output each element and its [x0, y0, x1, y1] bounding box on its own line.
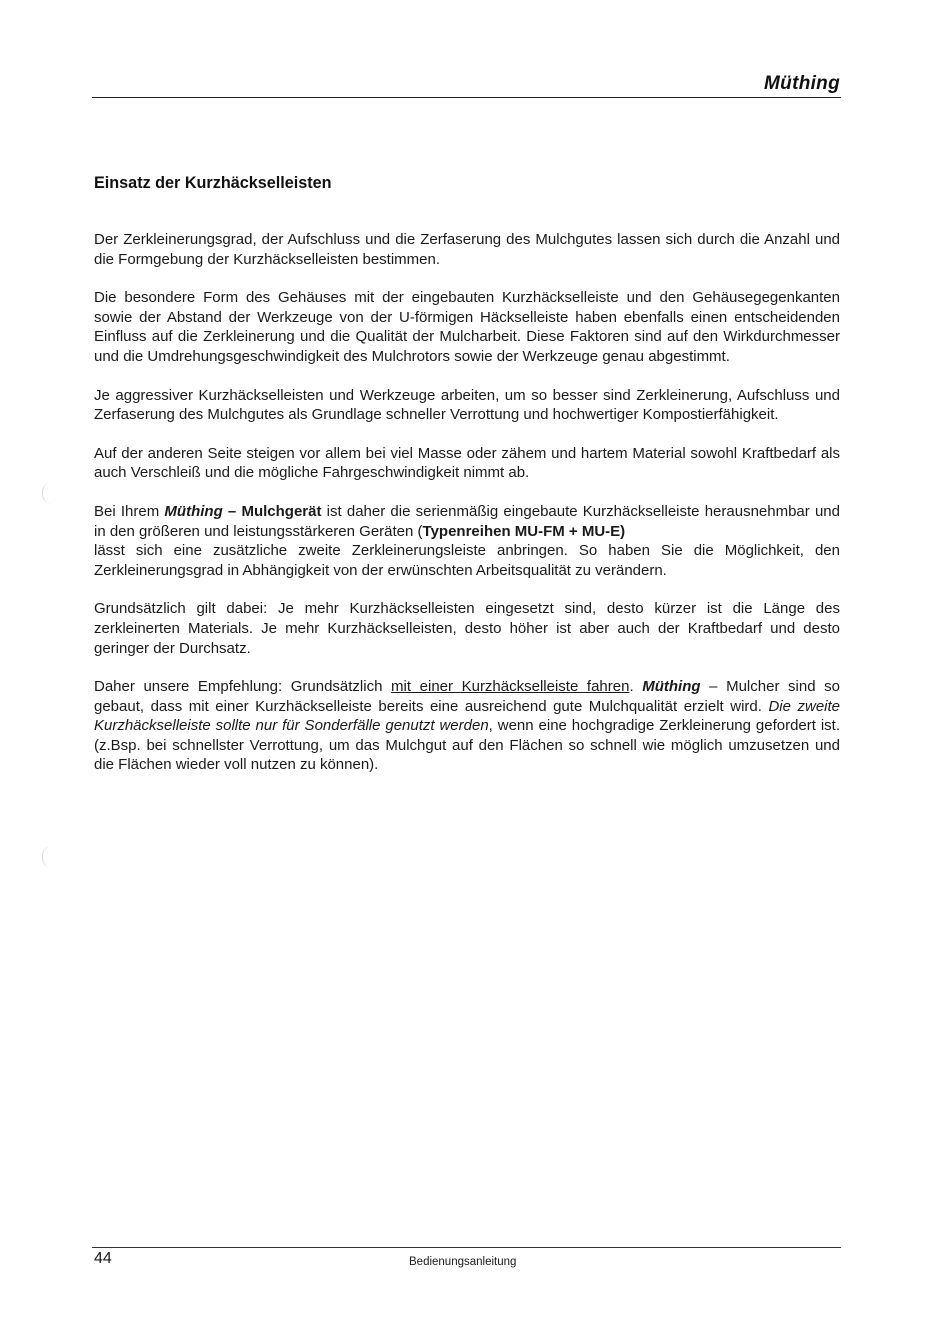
p5-brand-name: Müthing [164, 502, 223, 520]
paragraph-4: Auf der anderen Seite steigen vor allem bei viel Masse oder zähem und hartem Material sowohl Kraftbedarf als auch Verschleiß und die mögliche Fahrgeschwindigkeit nimmt ab. [94, 444, 840, 482]
page-number: 44 [94, 1250, 112, 1267]
p5-bold-product: Mulchgerät [241, 502, 322, 520]
paragraph-3: Je aggressiver Kurzhäckselleisten und Werkzeuge arbeiten, um so besser sind Zerkleinerung, Aufschluss und Zerfaserung des Mulchgutes als Grundlage schneller Verrottung und hochwertiger Kompostierfähigkeit. [94, 386, 840, 424]
paragraph-5 [94, 502, 840, 580]
body-text [94, 230, 840, 794]
paragraph-7 [94, 677, 840, 775]
p5-text-2: ist daher die serienmäßig eingebaute Kurzhäckselleiste herausnehmbar und in den größeren und leistungsstärkeren Geräten ( [94, 502, 840, 540]
p7-underlined-recommendation: mit einer Kurzhäckselleiste fahren [391, 678, 630, 696]
paragraph-6: Grundsätzlich gilt dabei: Je mehr Kurzhäckselleisten eingesetzt sind, desto kürzer ist die Länge des zerkleinerten Materials. Je mehr Kurzhäckselleisten, desto höher ist aber auch der Kraftbedarf und desto geringer der Durchsatz. [94, 600, 840, 657]
p5-text-3: lässt sich eine zusätzliche zweite Zerkleinerungsleiste anbringen. So haben Sie die Möglichkeit, den Zerkleinerungsgrad in Abhängigkeit von der erwünschten Arbeitsqualität zu verändern. [94, 542, 840, 579]
p5-bold-series: Typenreihen MU-FM + MU-E) [422, 522, 626, 540]
paragraph-2: Die besondere Form des Gehäuses mit der eingebauten Kurzhäckselleiste und den Gehäusegegenkanten sowie der Abstand der Werkzeuge von der U-förmigen Häckselleiste haben ebenfalls einen entscheidenden Einfluss auf die Zerkleinerung und die Qualität der Mulcharbeit. Diese Faktoren sind auf den Wirkdurchmesser und die Umdrehungsgeschwindigkeit des Mulchrotors sowie der Werkzeuge genau abgestimmt. [94, 289, 840, 365]
p7-text-1: Daher unsere Empfehlung: Grundsätzlich [94, 678, 392, 696]
p7-text-2: . [629, 678, 643, 696]
header-divider [92, 97, 841, 98]
p7-italic-note: Die zweite Kurzhäckselleiste sollte nur für Sonderfälle genutzt werden [94, 697, 841, 735]
p7-text-3: – Mulcher sind so gebaut, dass mit einer Kurzhäckselleiste bereits eine ausreichend gute Mulchqualität erzielt wird. [94, 678, 840, 715]
p7-text-4: , wenn eine hochgradige Zerkleinerung gefordert ist.(z.Bsp. bei schnellster Verrottung, um das Mulchgut auf den Flächen so schnell wie möglich umzusetzen und die Flächen wieder voll nutzen zu können). [94, 717, 840, 774]
scan-artifact [42, 482, 53, 504]
footer-label: Bedienungsanleitung [409, 1256, 517, 1268]
p7-brand-name: Müthing [642, 678, 701, 696]
footer-divider [92, 1247, 841, 1248]
scan-artifact [42, 846, 53, 868]
p5-text-1: Bei Ihrem [94, 502, 165, 520]
section-title: Einsatz der Kurzhäckselleisten [94, 174, 332, 192]
paragraph-1: Der Zerkleinerungsgrad, der Aufschluss und die Zerfaserung des Mulchgutes lassen sich durch die Anzahl und die Formgebung der Kurzhäckselleisten bestimmen. [94, 231, 840, 268]
brand-logo: Müthing [764, 73, 840, 94]
p5-dash: – [222, 502, 242, 520]
